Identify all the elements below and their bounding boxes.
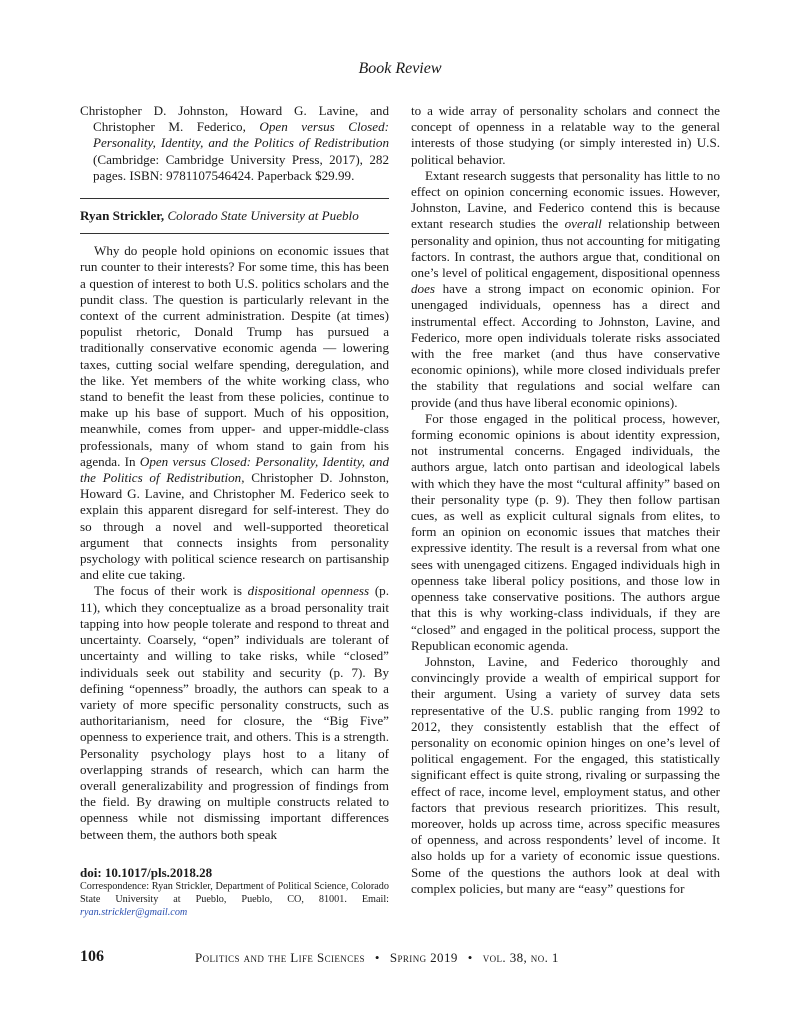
- email-link[interactable]: ryan.strickler@gmail.com: [80, 907, 188, 918]
- paragraph: to a wide array of personality scholars and connect the concept of openness in a relatable way to the general interests of those studying (or simply interested in) U.S. political behavior.: [411, 103, 720, 167]
- bullet-separator: •: [374, 950, 380, 965]
- paragraph-italic: dispositional openness: [247, 583, 370, 599]
- paragraph: [411, 168, 720, 411]
- correspondence-note: [80, 880, 389, 919]
- paragraph-text: Why do people hold opinions on economic issues that run counter to their interests? For some time, this has been a question of interest to both U.S. politics scholars and the pundit class. The question is particularly relevant in the context of the current administration. Despite (at times) populist rhetoric, Donald Trump has pursued a traditionally conservative economic agenda — lowering taxes, cutting social welfare spending, deregulation, and the like. Yet members of the white working class, who stand to benefit the least from these policies, continue to make up his base of support. Much of his opposition, meanwhile, comes from upper- and upper-middle-class professionals, many of whom stand to gain from his agenda. In: [80, 243, 389, 469]
- running-header: Book Review: [358, 60, 442, 77]
- paragraph-italic: Open versus Closed: Personality, Identity, and the Politics of Redistribution: [80, 453, 389, 486]
- citation-authors: Christopher D. Johnston, Howard G. Lavine, and Christopher M. Federico,: [80, 103, 389, 135]
- book-citation: [80, 103, 389, 184]
- bullet-separator: •: [467, 950, 473, 965]
- paragraph: [80, 243, 389, 583]
- paragraph: For those engaged in the political process, however, forming economic opinions is about identity expression, not instrumental concerns. Engaged individuals, the authors argue, latch onto partisan and ideological labels with which they have the most “cultural affinity” based on their personality type (p. 9). They then follow partisan cues, as well as explicit cultural signals from elites, to form an opinion on economic issues that matches their expressive identity. The result is a reversal from what one sees with unengaged citizens. Engaged individuals high in openness take liberal policy positions, and those low in openness take conservative positions. The authors argue that this is why working-class individuals, if they are “closed” and engaged in the political process, support the Republican economic agenda.: [411, 410, 720, 653]
- paragraph-text: have a strong impact on economic opinion. For unengaged individuals, openness has a direct and instrumental effect. According to Johnston, Lavine, and Federico, more open individuals tolerate risks associated with the free market (and thus have conservative economic opinions), while more closed individuals prefer the stability that regulations and social welfare can provide (and thus have liberal economic opinions).: [411, 281, 720, 410]
- reviewer-byline: [80, 208, 389, 234]
- paragraph-text: Extant research suggests that personality has little to no effect on opinion concerning economic issues. However, Johnston, Lavine, and Federico contend this is because extant research studies the: [411, 167, 720, 232]
- reviewer-name: Ryan Strickler,: [80, 208, 165, 224]
- doi: doi: 10.1017/pls.2018.28: [80, 865, 213, 880]
- paragraph-text: (p. 11), which they conceptualize as a broad personality trait tapping into how people tolerate and respond to threat and uncertainty. Coarsely, “open” individuals are tolerant of uncertainty and willing to take risks, while “closed” individuals seek out stability and security (p. 7). By defining “openness” broadly, the authors can speak to a variety of more specific personality constructs, such as authoritarianism, need for closure, the “Big Five” openness to experience trait, and others. This is a strength. Personality psychology plays host to a litany of overlapping strands of research, which can harm the overall generalizability and progression of findings from the field. By drawing on multiple constructs related to openness while not dismissing important differences between them, the authors both speak: [80, 583, 389, 842]
- page-footer: [80, 948, 720, 968]
- paragraph: [80, 583, 389, 842]
- paragraph-italic: overall: [564, 216, 602, 232]
- reviewer-affiliation: Colorado State University at Pueblo: [167, 208, 359, 224]
- paragraph-italic: does: [411, 281, 436, 297]
- paragraph: Johnston, Lavine, and Federico thoroughly and convincingly provide a wealth of empirical support for their argument. Using a variety of survey data sets representative of the U.S. public ranging from 1992 to 2012, they consistently establish that the effect of personality on economic opinion hinges on one’s level of political engagement. For the engaged, this statistically significant effect is quite strong, rivaling or surpassing the effect of race, income level, employment status, and other factors that previous research prioritizes. This result, moreover, holds up across time, across specific measures of openness, and across respondents’ level of income. It also holds up for a variety of economic issue questions. Some of the questions the authors look at deal with complex policies, but many are “easy” questions for: [411, 653, 720, 896]
- journal-name: Politics and the Life Sciences: [195, 950, 365, 965]
- paragraph-text: The focus of their work is: [94, 583, 248, 599]
- journal-issue: Spring 2019: [389, 950, 458, 965]
- journal-volume: vol. 38, no. 1: [482, 950, 559, 965]
- divider: [80, 198, 389, 199]
- right-column: [411, 103, 720, 897]
- citation-book-title: Open versus Closed: Personality, Identity, and the Politics of Redistribution: [93, 119, 389, 151]
- page-number: 106: [80, 948, 104, 965]
- journal-info: [195, 950, 559, 966]
- paragraph-text: relationship between personality and opinion, thus not accounting for mitigating factors. In contrast, the authors argue that, conditional on one’s level of political engagement, dispositional openness: [411, 216, 720, 281]
- citation-publication: (Cambridge: Cambridge University Press, 2017), 282 pages. ISBN: 9781107546424. Paperback $29.99.: [93, 151, 389, 183]
- paragraph-text: , Christopher D. Johnston, Howard G. Lavine, and Christopher M. Federico seek to explain this apparent disregard for self-interest. They do so through a novel and well-supported theoretical argument that connects insights from personality psychology with political science research on partisanship and elite cue taking.: [80, 470, 390, 583]
- correspondence-text: Correspondence: Ryan Strickler, Department of Political Science, Colorado State University at Pueblo, Pueblo, CO, 81001. Email:: [80, 881, 389, 905]
- left-column: [80, 103, 389, 843]
